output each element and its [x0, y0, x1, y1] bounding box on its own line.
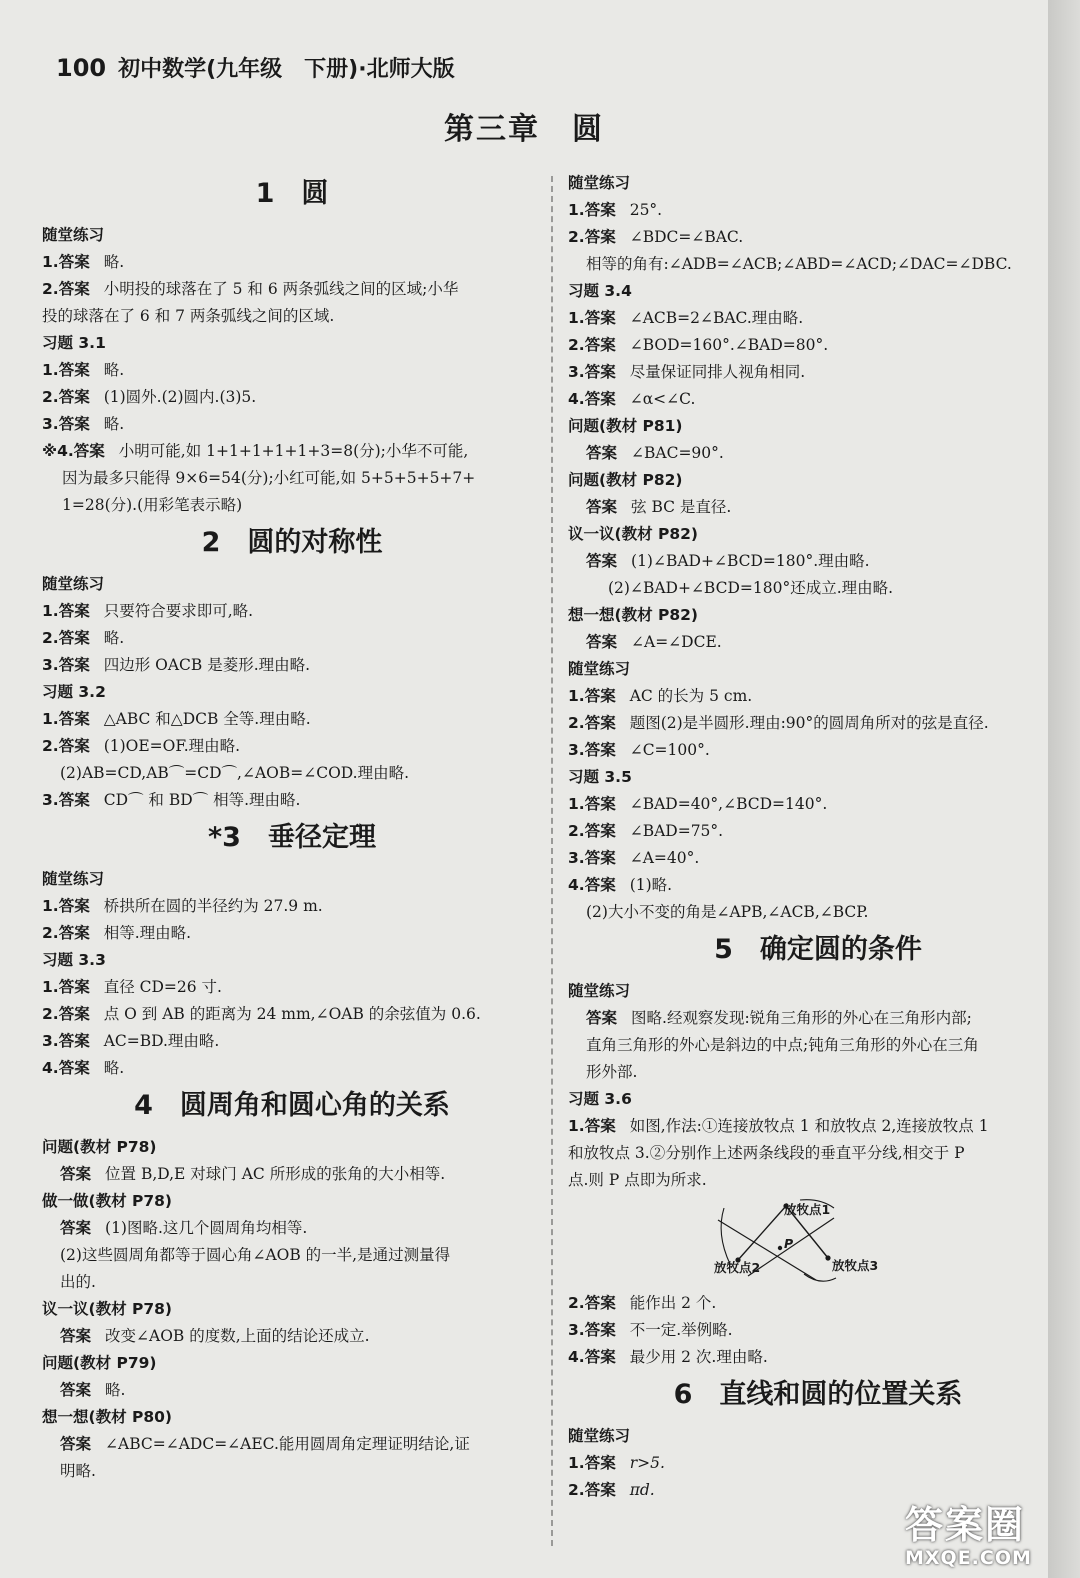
answer-continuation: 直角三角形的外心是斜边的中点;钝角三角形的外心在三角	[586, 1036, 979, 1054]
answer-label: 2.答案	[568, 714, 616, 732]
section-title: 2 圆的对称性	[201, 527, 383, 558]
answer-line	[42, 893, 542, 920]
answer-line	[568, 224, 1068, 251]
left-column	[42, 170, 542, 1485]
answer-continuation: 因为最多只能得 9×6=54(分);小红可能,如 5+5+5+5+7+	[62, 469, 476, 487]
answer-text: 小明可能,如 1+1+1+1+1+3=8(分);小华不可能,	[118, 442, 469, 460]
answer-label: 4.答案	[568, 390, 616, 408]
right-column	[568, 170, 1068, 1504]
answer-label: 2.答案	[568, 1294, 616, 1312]
subheading: 习题 3.5	[568, 768, 632, 786]
construction-figure	[568, 1194, 1068, 1290]
answer-text: CD⌒ 和 BD⌒ 相等.理由略.	[103, 791, 301, 809]
answer-label: ※4.答案	[42, 442, 105, 460]
answer-label: 3.答案	[42, 1032, 90, 1050]
label-point-1: 放牧点1	[784, 1202, 831, 1217]
subheading: 随堂练习	[42, 575, 105, 593]
answer-continuation: 和放牧点 3.②分别作上述两条线段的垂直平分线,相交于 P	[568, 1144, 965, 1162]
answer-line	[568, 548, 1068, 575]
answer-line	[42, 411, 542, 438]
subheading: 习题 3.2	[42, 683, 106, 701]
answer-line	[568, 494, 1068, 521]
answer-text: r>5.	[629, 1454, 665, 1472]
chapter-title: 第三章 圆	[444, 112, 604, 147]
answer-label: 4.答案	[568, 876, 616, 894]
answer-line	[568, 629, 1068, 656]
answer-text: 弦 BC 是直径.	[631, 498, 732, 516]
answer-text: 略.	[103, 253, 125, 271]
answer-label: 2.答案	[42, 388, 90, 406]
answer-text: 略.	[103, 1059, 125, 1077]
label-point-p: P	[784, 1236, 794, 1251]
answer-label: 3.答案	[568, 741, 616, 759]
answer-line	[568, 791, 1068, 818]
answer-line	[568, 332, 1068, 359]
answer-continuation: 点.则 P 点即为所求.	[568, 1171, 707, 1189]
answer-label: 2.答案	[42, 629, 90, 647]
answer-text: 题图(2)是半圆形.理由:90°的圆周角所对的弦是直径.	[629, 714, 989, 732]
answer-text: 桥拱所在圆的半径约为 27.9 m.	[103, 897, 323, 915]
answer-label: 1.答案	[42, 361, 90, 379]
answer-label: 4.答案	[42, 1059, 90, 1077]
section-title: 5 确定圆的条件	[714, 934, 922, 965]
answer-line	[568, 1317, 1068, 1344]
subheading: 问题(教材 P82)	[568, 471, 683, 489]
subheading: 随堂练习	[568, 174, 631, 192]
answer-label: 答案	[60, 1219, 92, 1237]
page-edge	[1048, 0, 1080, 1578]
subheading: 随堂练习	[42, 226, 105, 244]
point-p	[778, 1246, 782, 1250]
answer-text: 略.	[103, 361, 125, 379]
answer-line	[568, 386, 1068, 413]
answer-line	[42, 1323, 542, 1350]
answer-label: 答案	[586, 498, 618, 516]
answer-line	[42, 357, 542, 384]
answer-label: 1.答案	[42, 710, 90, 728]
answer-text: (1)略.	[629, 876, 673, 894]
answer-line	[42, 733, 542, 760]
answer-text: (1)圆外.(2)圆内.(3)5.	[103, 388, 257, 406]
answer-text: ∠BOD=160°.∠BAD=80°.	[629, 336, 829, 354]
answer-text: ∠BAD=75°.	[629, 822, 724, 840]
column-divider	[551, 176, 553, 1546]
answer-label: 答案	[586, 552, 618, 570]
answer-continuation: 出的.	[60, 1273, 96, 1291]
answer-text: 点 O 到 AB 的距离为 24 mm,∠OAB 的余弦值为 0.6.	[103, 1005, 481, 1023]
watermark	[905, 1494, 1032, 1569]
answer-continuation: (2)AB=CD,AB⌒=CD⌒,∠AOB=∠COD.理由略.	[60, 764, 410, 782]
answer-line	[42, 1161, 542, 1188]
answer-text: ∠BDC=∠BAC.	[629, 228, 744, 246]
answer-label: 答案	[60, 1435, 92, 1453]
section-title: 4 圆周角和圆心角的关系	[134, 1090, 450, 1121]
answer-label: 3.答案	[568, 363, 616, 381]
answer-label: 答案	[60, 1327, 92, 1345]
answer-line	[568, 1450, 1068, 1477]
answer-text: 尽量保证同排人视角相同.	[629, 363, 806, 381]
answer-text: (1)图略.这几个圆周角均相等.	[105, 1219, 308, 1237]
answer-continuation: (2)大小不变的角是∠APB,∠ACB,∠BCP.	[586, 903, 869, 921]
answer-label: 4.答案	[568, 1348, 616, 1366]
answer-label: 1.答案	[568, 201, 616, 219]
answer-line	[42, 276, 542, 303]
answer-line	[568, 872, 1068, 899]
answer-line	[42, 598, 542, 625]
answer-text: 能作出 2 个.	[629, 1294, 717, 1312]
answer-line	[568, 737, 1068, 764]
subheading: 随堂练习	[568, 660, 631, 678]
answer-line	[42, 974, 542, 1001]
answer-text: 最少用 2 次.理由略.	[629, 1348, 768, 1366]
subheading: 随堂练习	[568, 982, 631, 1000]
subheading: 习题 3.3	[42, 951, 106, 969]
book-title: 初中数学(九年级 下册)·北师大版	[118, 57, 455, 82]
answer-line	[568, 197, 1068, 224]
answer-label: 1.答案	[568, 1117, 616, 1135]
answer-label: 2.答案	[568, 336, 616, 354]
answer-label: 2.答案	[568, 228, 616, 246]
subheading: 问题(教材 P78)	[42, 1138, 157, 1156]
answer-label: 2.答案	[42, 737, 90, 755]
answer-line	[42, 920, 542, 947]
subheading: 随堂练习	[42, 870, 105, 888]
answer-line	[42, 1431, 542, 1458]
answer-label: 答案	[586, 633, 618, 651]
answer-label: 2.答案	[568, 1481, 616, 1499]
answer-continuation: 明略.	[60, 1462, 96, 1480]
answer-label: 1.答案	[568, 795, 616, 813]
answer-continuation: 形外部.	[586, 1063, 638, 1081]
answer-text: 略.	[105, 1381, 126, 1399]
answer-label: 3.答案	[42, 791, 90, 809]
answer-label: 1.答案	[568, 309, 616, 327]
section-title: 6 直线和圆的位置关系	[673, 1379, 963, 1410]
answer-line	[568, 440, 1068, 467]
answer-text: 如图,作法:①连接放牧点 1 和放牧点 2,连接放牧点 1	[629, 1117, 989, 1135]
answer-line	[42, 1215, 542, 1242]
answer-line	[42, 625, 542, 652]
answer-line	[568, 1113, 1068, 1140]
answer-label: 1.答案	[42, 602, 90, 620]
answer-text: 只要符合要求即可,略.	[103, 602, 254, 620]
answer-text: 不一定.举例略.	[629, 1321, 733, 1339]
answer-continuation: (2)这些圆周角都等于圆心角∠AOB 的一半,是通过测量得	[60, 1246, 451, 1264]
answer-line	[568, 845, 1068, 872]
page-number: 100	[56, 54, 107, 82]
answer-label: 2.答案	[568, 822, 616, 840]
subheading: 问题(教材 P79)	[42, 1354, 157, 1372]
section-title: *3 垂径定理	[208, 822, 376, 853]
answer-line	[42, 1028, 542, 1055]
answer-continuation: 1=28(分).(用彩笔表示略)	[62, 496, 243, 514]
answer-label: 2.答案	[42, 1005, 90, 1023]
answer-text: ∠ABC=∠ADC=∠AEC.能用圆周角定理证明结论,证	[105, 1435, 470, 1453]
answer-line	[42, 384, 542, 411]
answer-line	[42, 1001, 542, 1028]
running-header	[56, 52, 455, 83]
answer-line	[42, 652, 542, 679]
answer-line	[42, 787, 542, 814]
answer-line	[568, 1005, 1068, 1032]
answer-text: △ABC 和△DCB 全等.理由略.	[103, 710, 311, 728]
answer-text: 略.	[103, 629, 125, 647]
answer-line	[568, 818, 1068, 845]
watermark-logo: 答案圈	[905, 1503, 1026, 1547]
answer-label: 1.答案	[568, 687, 616, 705]
answer-label: 3.答案	[42, 415, 90, 433]
segment-1-2	[738, 1206, 786, 1260]
answer-text: ∠BAD=40°,∠BCD=140°.	[629, 795, 828, 813]
section-title: 1 圆	[255, 178, 329, 209]
answer-label: 2.答案	[42, 924, 90, 942]
answer-text: (1)OE=OF.理由略.	[103, 737, 241, 755]
subheading: 议一议(教材 P82)	[568, 525, 698, 543]
answer-continuation: (2)∠BAD+∠BCD=180°还成立.理由略.	[608, 579, 894, 597]
answer-text: 相等.理由略.	[103, 924, 192, 942]
label-point-3: 放牧点3	[832, 1258, 879, 1273]
answer-line	[42, 1377, 542, 1404]
answer-continuation: 相等的角有:∠ADB=∠ACB;∠ABD=∠ACD;∠DAC=∠DBC.	[586, 255, 1012, 273]
answer-line	[42, 1055, 542, 1082]
subheading: 习题 3.1	[42, 334, 106, 352]
answer-label: 1.答案	[42, 253, 90, 271]
subheading: 问题(教材 P81)	[568, 417, 683, 435]
answer-text: ∠ACB=2∠BAC.理由略.	[629, 309, 804, 327]
answer-label: 1.答案	[42, 897, 90, 915]
answer-label: 3.答案	[42, 656, 90, 674]
watermark-url: MXQE.COM	[905, 1547, 1032, 1569]
subheading: 随堂练习	[568, 1427, 631, 1445]
answer-text: 直径 CD=26 寸.	[103, 978, 222, 996]
answer-line	[42, 438, 542, 465]
answer-text: (1)∠BAD+∠BCD=180°.理由略.	[631, 552, 870, 570]
subheading: 习题 3.6	[568, 1090, 632, 1108]
answer-text: ∠A=∠DCE.	[631, 633, 722, 651]
answer-text: ∠α<∠C.	[629, 390, 696, 408]
answer-text: 图略.经观察发现:锐角三角形的外心在三角形内部;	[631, 1009, 972, 1027]
answer-text: AC 的长为 5 cm.	[629, 687, 753, 705]
subheading: 做一做(教材 P78)	[42, 1192, 172, 1210]
subheading: 想一想(教材 P82)	[568, 606, 698, 624]
answer-text: 改变∠AOB 的度数,上面的结论还成立.	[105, 1327, 370, 1345]
answer-text: 小明投的球落在了 5 和 6 两条弧线之间的区域;小华	[103, 280, 459, 298]
answer-text: ∠C=100°.	[629, 741, 710, 759]
answer-label: 1.答案	[42, 978, 90, 996]
answer-text: 略.	[103, 415, 125, 433]
answer-label: 答案	[586, 1009, 618, 1027]
answer-line	[568, 1344, 1068, 1371]
subheading: 想一想(教材 P80)	[42, 1408, 172, 1426]
answer-text: πd.	[629, 1481, 655, 1499]
answer-text: 位置 B,D,E 对球门 AC 所形成的张角的大小相等.	[105, 1165, 446, 1183]
answer-text: 25°.	[629, 201, 663, 219]
answer-label: 答案	[60, 1165, 92, 1183]
answer-line	[568, 683, 1068, 710]
answer-text: AC=BD.理由略.	[103, 1032, 220, 1050]
answer-label: 3.答案	[568, 1321, 616, 1339]
subheading: 议一议(教材 P78)	[42, 1300, 172, 1318]
answer-label: 1.答案	[568, 1454, 616, 1472]
answer-line	[42, 249, 542, 276]
answer-line	[568, 1290, 1068, 1317]
answer-label: 2.答案	[42, 280, 90, 298]
answer-line	[42, 706, 542, 733]
answer-label: 答案	[60, 1381, 92, 1399]
answer-text: ∠A=40°.	[629, 849, 700, 867]
answer-label: 3.答案	[568, 849, 616, 867]
answer-line	[568, 359, 1068, 386]
point-3	[825, 1255, 830, 1260]
answer-text: 四边形 OACB 是菱形.理由略.	[103, 656, 311, 674]
answer-continuation: 投的球落在了 6 和 7 两条弧线之间的区域.	[42, 307, 335, 325]
subheading: 习题 3.4	[568, 282, 632, 300]
answer-text: ∠BAC=90°.	[631, 444, 724, 462]
answer-line	[568, 710, 1068, 737]
label-point-2: 放牧点2	[714, 1260, 761, 1275]
answer-line	[568, 305, 1068, 332]
answer-label: 答案	[586, 444, 618, 462]
